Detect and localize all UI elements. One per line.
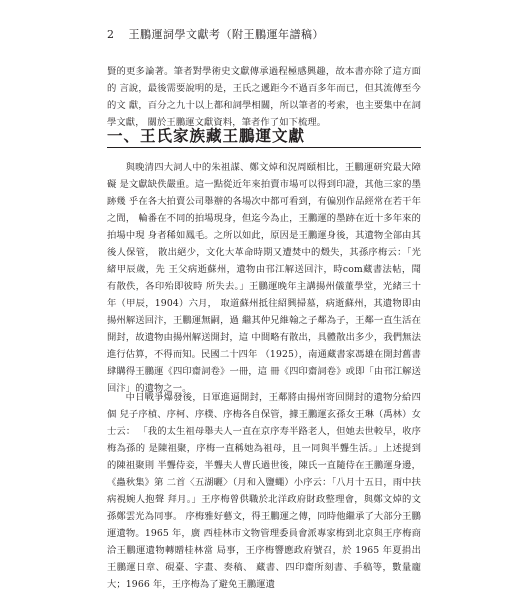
intro-paragraph: 賢的更多論著。筆者對學術史文獻傳承過程極感興趣，故本書亦除了這方面的 言說，最後需要說明的是，王氏之遞距今不過百多年而已，但其流傳至今的文 獻，百分之九十以上都和詞學相關，所以筆者的考索，也主要集中在詞學文獻， 關於王鵬運文獻資料，筆者作了如下梳理。: [107, 66, 421, 128]
body-paragraph-2: 中日戰爭爆發後，日軍進逼開封，王鄰將由揚州寄回開封的遺物分給四個 兒子序楨、序柯、序樸、序梅各自保管，據王鵬運玄孫女王琳（禹林）女士云： 「我的太生祖母舉夫人一直在京序寿半路老人，但她去世較早，收序梅為孫的 是陳祖聚，序梅一直稱她為祖母，且一同與半聾生活。」上述提到的陳祖聚則 半聾侍妾，半聾夫人曹氏過世後，陳氏一直隨侍在王鵬運身邊，《蟲秋集》第 二首〈五湖曬〉（月和入鹽蠅）小序云：「八月十五日，雨中扶病視婉人抱聲 拜月。」王序梅曾供職於北洋政府財政整理會，與鄭文焯的文孫鄭雲光為同事。 序梅雅好藝文，得王鵬運之傳，同時他繼承了大部分王鵬運遺物。1965 年，廣 西桂林市文物管理委員會派專家梅到北京與王序梅商洽王鵬運遺物轉贈桂林當 局事，王序梅響應政府號召，於 1965 年夏捐出王鵬運日章、硯臺、字畫、奏稿、 藏書、四印齋所刻書、手稿等，數量龐大；1966 年，王序梅為了避免王鵬運遺: [107, 392, 421, 590]
section-heading: [107, 124, 305, 146]
heading-rule: [107, 147, 421, 148]
body-paragraph-1-block: [107, 159, 421, 397]
body-paragraph-1: 與晚清四大詞人中的朱祖謀、鄭文焯和況周頤相比，王鵬運研究最大障礙 是文獻缺佚嚴重。這一點從近年來拍賣市場可以得到印證，其他三家的墨跡幾 乎在各大拍賣公司舉辦的各場次中都可看到，有偏別作品經常在若干年之間， 輪番在不同的拍場現身，但迄今為止，王鵬運的墨跡在近十多年來的拍場中現 身者稀如鳳毛。之所以如此，原因是王鵬運身後，其遺物全部由其後人保管， 散出絕少，文化大革命時期又遭焚中的燬失，其孫序梅云：「光緒甲辰歲，先 王父病逝蘇州，遺物由邗江解送回汴，時com藏書法帖，聞有散佚，各印殆即彼時 所失去。」王鵬運晚年主講揚州儀董學堂，光緒三十年（甲辰，1904）六月， 取道蘇州抵往紹興掃墓，病逝蘇州，其遺物即由揚州解送回汴，王鵬運無嗣，過 繼其仲兄維翰之子鄰為子，王鄰一直生活在開封，故遺物由揚州解送開封，這 中間略有散出，具體散出多少，我們無法進行估算，不得而知。民國二十四年 （1925），南通藏書家馮雄在開封舊書肆購得王鵬運《四印齋詞卷》一冊，這 冊《四印齋詞卷》或即「由邗江解送回汴」的遺物之一。: [107, 162, 421, 394]
intro-paragraph-block: [107, 63, 421, 131]
page-number: 2: [107, 28, 115, 41]
running-header: [107, 26, 324, 42]
book-title: 王鵬運詞學文獻考（附王鵬運年譜稿）: [128, 28, 324, 41]
section-title: 一、王氏家族藏王鵬運文獻: [107, 127, 306, 145]
body-paragraph-2-block: [107, 389, 421, 593]
